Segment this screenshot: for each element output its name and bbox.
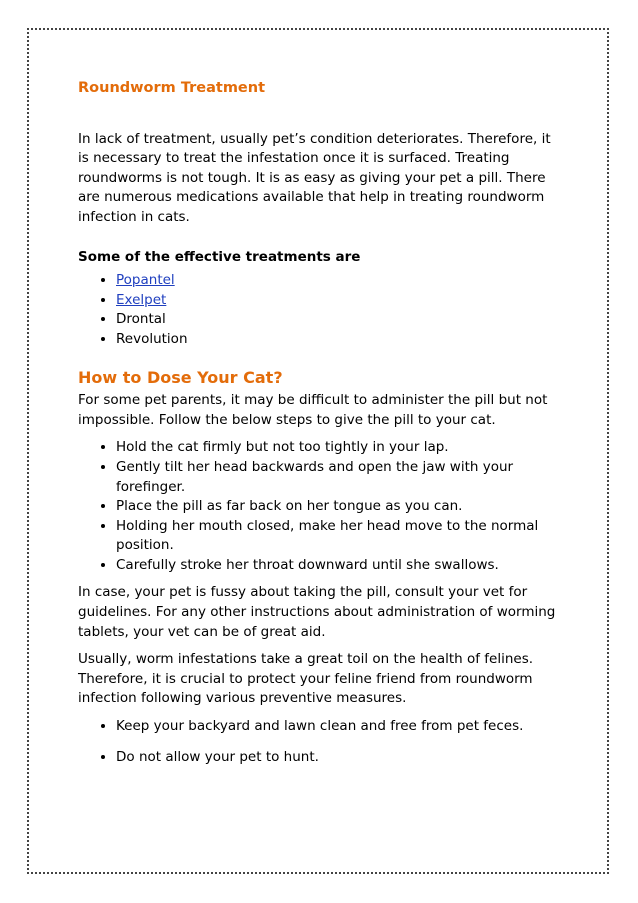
drontal-label: Drontal xyxy=(116,311,166,328)
dosing-steps-list xyxy=(78,438,578,575)
list-item: • Hold the cat firmly but not too tightly in your lap. xyxy=(116,438,578,458)
popantel-link[interactable]: Popantel xyxy=(116,272,175,289)
vet-paragraph: In case, your pet is fussy about taking the pill, consult your vet for guidelines. For any other instructions about administration of worming tablets, your vet can be of great aid. xyxy=(78,584,556,640)
dose-intro-paragraph: For some pet parents, it may be difficult to administer the pill but not impossible. Follow the below steps to give the pill to your cat. xyxy=(78,392,548,428)
list-item: • Carefully stroke her throat downward until she swallows. xyxy=(116,556,578,576)
list-item xyxy=(116,310,578,330)
intro-paragraph: In lack of treatment, usually pet’s condition deteriorates. Therefore, it is necessary to treat the infestation once it is surfaced. Treating roundworms is not tough. It is as easy as giving your pet a pill. There are numerous medications available that help in treating roundworm infection in cats. xyxy=(78,130,551,225)
list-item: • Do not allow your pet to hunt. xyxy=(116,748,578,768)
revolution-label: Revolution xyxy=(116,330,188,347)
list-item xyxy=(116,271,578,291)
exelpet-link[interactable]: Exelpet xyxy=(116,291,167,308)
section-title-roundworm-treatment: Roundworm Treatment xyxy=(78,80,266,96)
list-item: • Gently tilt her head backwards and open the jaw with your forefinger. xyxy=(116,458,578,497)
prevention-paragraph: Usually, worm infestations take a great toil on the health of felines. Therefore, it is crucial to protect your feline friend from roundworm infection following various preventive measures. xyxy=(78,651,534,707)
section-title-how-to-dose: How to Dose Your Cat? xyxy=(78,367,283,387)
preventive-measures-list xyxy=(78,717,578,767)
document-content xyxy=(78,79,578,767)
list-item: • Holding her mouth closed, make her head move to the normal position. xyxy=(116,517,578,556)
list-item xyxy=(116,291,578,311)
list-item: • Keep your backyard and lawn clean and free from pet feces. xyxy=(116,717,578,737)
treatments-list xyxy=(78,271,578,349)
list-item: • Place the pill as far back on her tongue as you can. xyxy=(116,497,578,517)
treatments-heading: Some of the effective treatments are xyxy=(78,248,361,265)
list-item xyxy=(116,330,578,350)
